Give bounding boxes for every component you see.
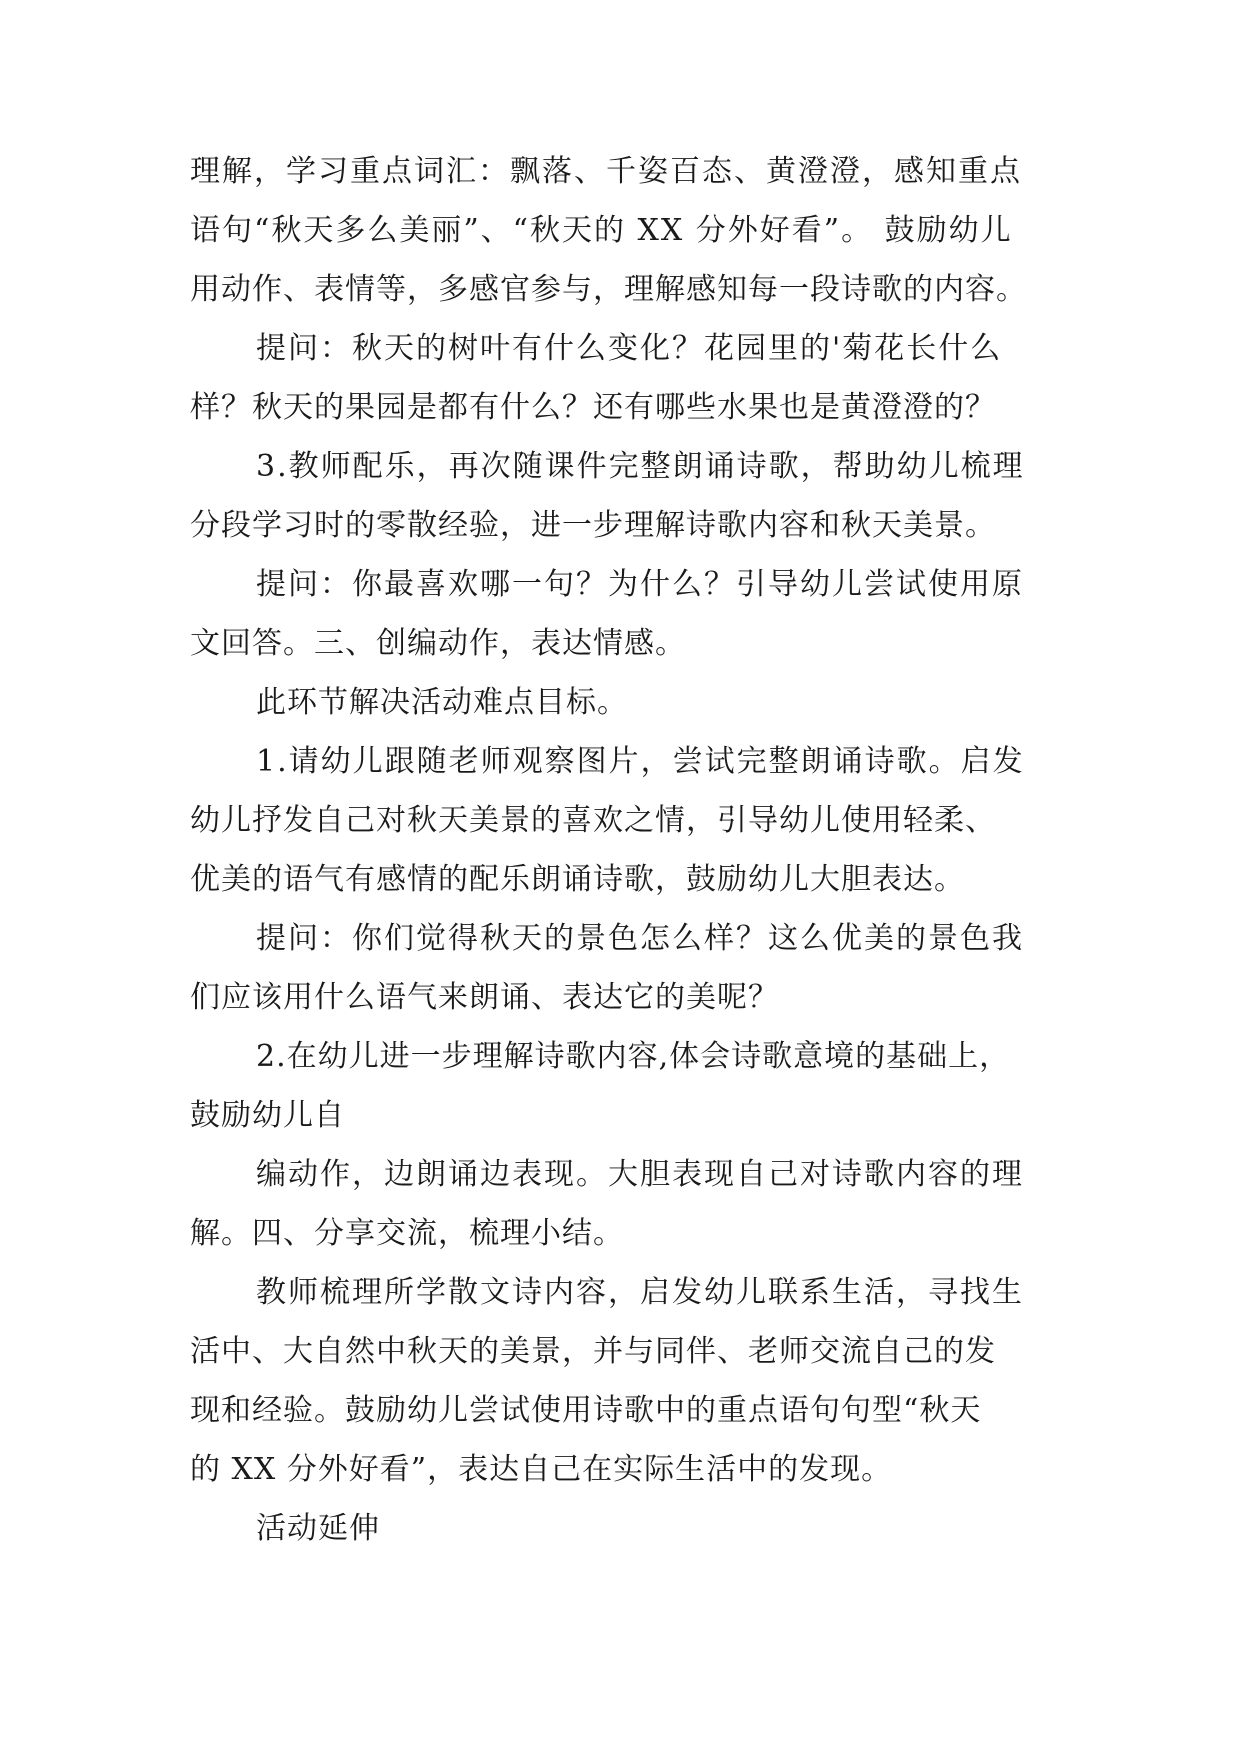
text-line: 优美的语气有感情的配乐朗诵诗歌，鼓励幼儿大胆表达。 <box>190 862 965 897</box>
text-line: 活中、大自然中秋天的美景，并与同伴、老师交流自己的发 <box>190 1334 996 1369</box>
text-line: 2.在幼儿进一步理解诗歌内容,体会诗歌意境的基础上， <box>256 1039 1011 1074</box>
text-line: 样？秋天的果园是都有什么？还有哪些水果也是黄澄澄的？ <box>190 390 996 425</box>
text-line: 提问：你最喜欢哪一句？为什么？引导幼儿尝试使用原 <box>256 567 1024 602</box>
text-line: 提问：秋天的树叶有什么变化？花园里的'菊花长什么 <box>256 331 1003 366</box>
text-line: 1.请幼儿跟随老师观察图片，尝试完整朗诵诗歌。启发 <box>256 744 1025 779</box>
text-line: 语句“秋天多么美丽”、“秋天的 XX 分外好看”。 鼓励幼儿 <box>190 213 1013 248</box>
text-line: 提问：你们觉得秋天的景色怎么样？这么优美的景色我 <box>256 921 1024 956</box>
text-line: 用动作、表情等，多感官参与，理解感知每一段诗歌的内容。 <box>190 272 1027 307</box>
text-line: 们应该用什么语气来朗诵、表达它的美呢？ <box>190 980 779 1015</box>
text-line: 教师梳理所学散文诗内容，启发幼儿联系生活，寻找生 <box>256 1275 1024 1310</box>
text-line: 3.教师配乐，再次随课件完整朗诵诗歌，帮助幼儿梳理 <box>256 449 1025 484</box>
text-line: 理解，学习重点词汇：飘落、千姿百态、黄澄澄，感知重点 <box>190 154 1022 189</box>
text-line: 幼儿抒发自己对秋天美景的喜欢之情，引导幼儿使用轻柔、 <box>190 803 996 838</box>
document-body <box>190 154 1055 1573</box>
text-line: 文回答。三、创编动作，表达情感。 <box>190 626 686 661</box>
text-line: 此环节解决活动难点目标。 <box>256 685 628 720</box>
text-line: 的 XX 分外好看”，表达自己在实际生活中的发现。 <box>190 1452 893 1487</box>
text-line: 鼓励幼儿自 <box>190 1098 345 1133</box>
text-line: 分段学习时的零散经验，进一步理解诗歌内容和秋天美景。 <box>190 508 996 543</box>
text-line: 编动作，边朗诵边表现。大胆表现自己对诗歌内容的理 <box>256 1157 1024 1192</box>
text-line: 现和经验。鼓励幼儿尝试使用诗歌中的重点语句句型“秋天 <box>190 1393 982 1428</box>
text-line: 活动延伸 <box>256 1511 380 1546</box>
text-line: 解。四、分享交流，梳理小结。 <box>190 1216 624 1251</box>
